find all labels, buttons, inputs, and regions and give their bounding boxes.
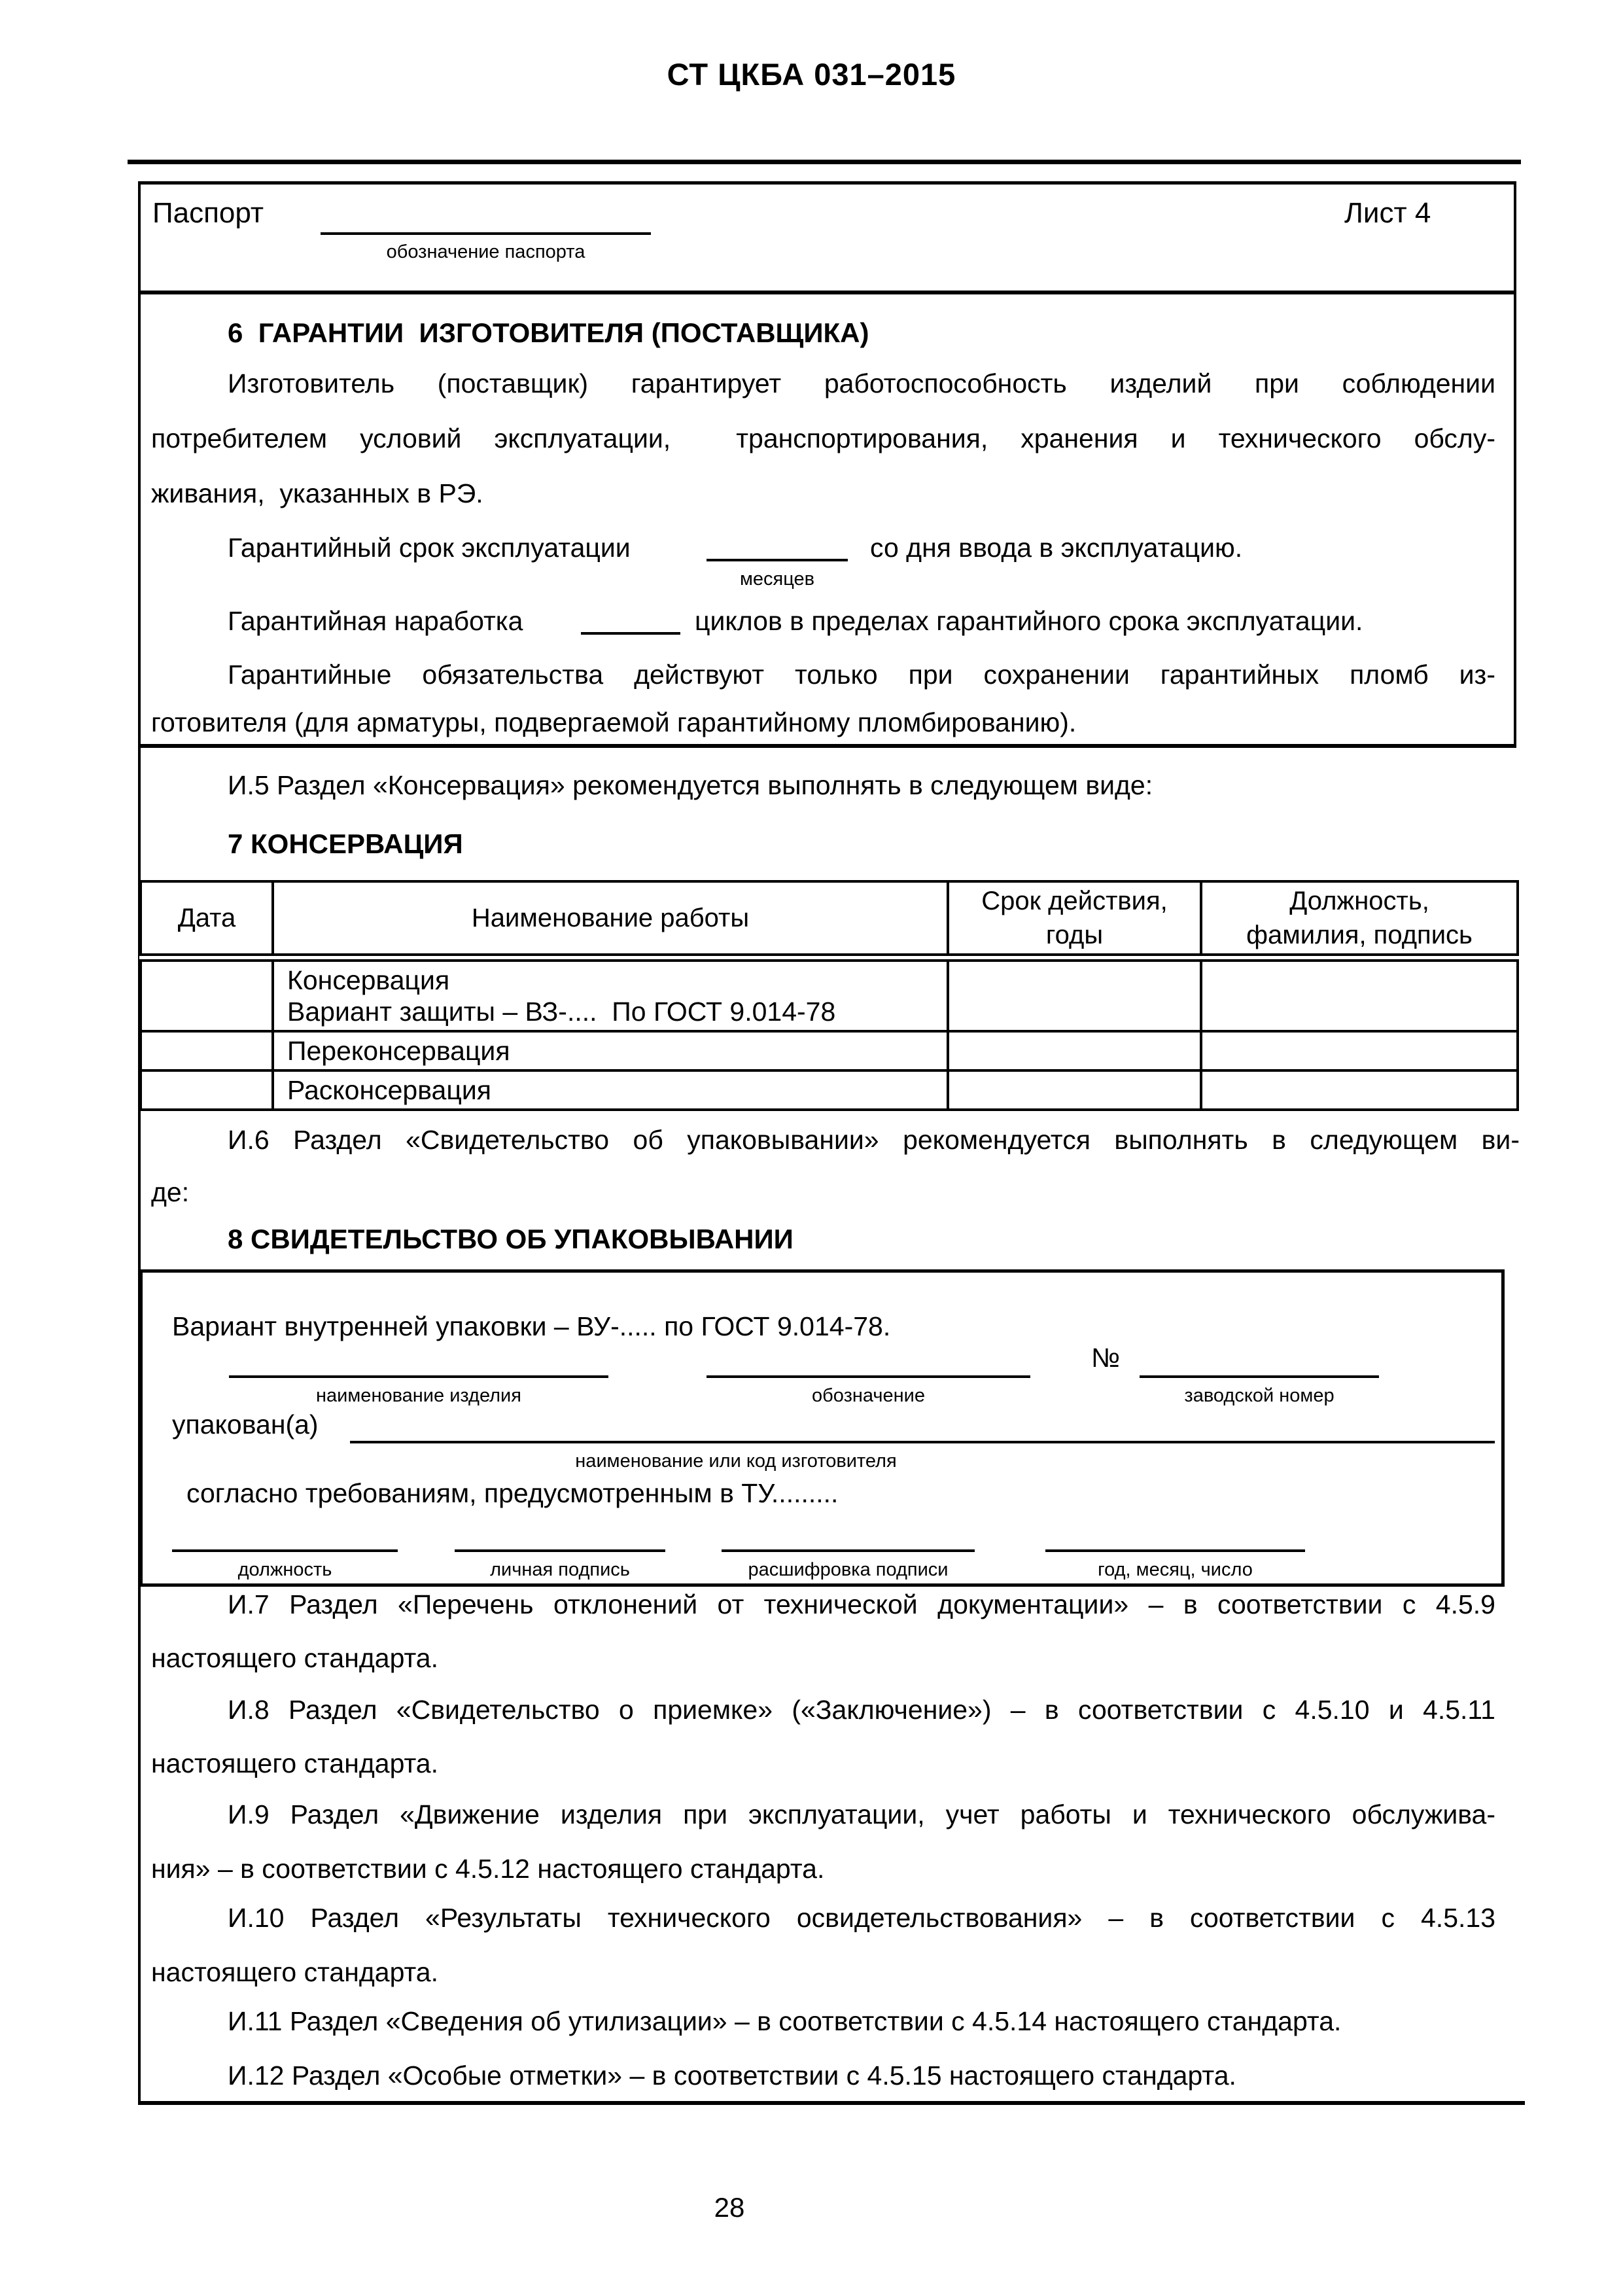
passport-designation-caption: обозначение паспорта xyxy=(386,241,585,262)
according-requirements-line: согласно требованиям, предусмотренным в ТУ......... xyxy=(186,1478,839,1508)
warranty-section-heading: 6 ГАРАНТИИ ИЗГОТОВИТЕЛЯ (ПОСТАВЩИКА) xyxy=(228,317,869,348)
serial-number-blank xyxy=(1140,1375,1379,1378)
designation-blank xyxy=(707,1375,1030,1378)
para-i11-line1: И.11 Раздел «Сведения об утилизации» – в соответствии с 4.5.14 настоящего стандарта. xyxy=(228,2006,1342,2036)
packing-variant-line: Вариант внутренней упаковки – ВУ-..... по ГОСТ 9.014-78. xyxy=(172,1311,891,1341)
packing-number-sign: № xyxy=(1091,1343,1120,1373)
cell-duty xyxy=(1201,957,1518,1031)
column-header-work: Наименование работы xyxy=(273,881,948,957)
signature-decipher-blank xyxy=(722,1549,975,1552)
page-number: 28 xyxy=(714,2192,745,2223)
note-i6-line1: И.6 Раздел «Свидетельство об упаковывании» рекомендуется выполнять в следующем ви- xyxy=(228,1125,1520,1155)
warranty-term-unit-caption: месяцев xyxy=(739,569,815,590)
note-i5: И.5 Раздел «Консервация» рекомендуется выполнять в следующем виде: xyxy=(228,770,1153,800)
para-i9-line1: И.9 Раздел «Движение изделия при эксплуатации, учет работы и технического обслужива- xyxy=(228,1799,1495,1829)
header-rule xyxy=(128,160,1521,164)
standard-reference-title: СТ ЦКБА 031–2015 xyxy=(667,57,956,92)
table-header-row xyxy=(141,881,1518,957)
para-i10-line1: И.10 Раздел «Результаты технического освидетельствования» – в соответствии с 4.5.13 xyxy=(228,1903,1495,1933)
para-i12-line1: И.12 Раздел «Особые отметки» – в соответствии с 4.5.15 настоящего стандарта. xyxy=(228,2060,1236,2091)
signature-caption: личная подпись xyxy=(490,1559,630,1580)
note-i6-line2: де: xyxy=(151,1177,190,1207)
warranty-operating-blank xyxy=(581,632,680,635)
serial-number-caption: заводской номер xyxy=(1184,1385,1335,1406)
table-row xyxy=(141,1031,1518,1070)
warranty-term-blank xyxy=(707,559,848,561)
position-caption: должность xyxy=(237,1559,332,1580)
para-i8-line2: настоящего стандарта. xyxy=(151,1748,438,1778)
position-blank xyxy=(172,1549,398,1552)
warranty-paragraph-line: готовителя (для арматуры, подвергаемой гарантийному пломбированию). xyxy=(151,707,1077,737)
cell-duty xyxy=(1201,1031,1518,1070)
product-name-blank xyxy=(229,1375,608,1378)
manufacturer-blank xyxy=(350,1441,1495,1443)
passport-designation-blank xyxy=(321,232,651,235)
manufacturer-caption: наименование или код изготовителя xyxy=(575,1451,897,1472)
table-row xyxy=(141,957,1518,1031)
para-i10-line2: настоящего стандарта. xyxy=(151,1957,438,1987)
passport-label: Паспорт xyxy=(152,197,264,229)
warranty-paragraph-line: Изготовитель (поставщик) гарантирует работоспособность изделий при соблюдении xyxy=(228,368,1495,398)
cell-work: Консервация Вариант защиты – ВЗ-.... По ГОСТ 9.014-78 xyxy=(273,957,948,1031)
product-name-caption: наименование изделия xyxy=(316,1385,521,1406)
cell-duty xyxy=(1201,1070,1518,1110)
packing-heading: 8 СВИДЕТЕЛЬСТВО ОБ УПАКОВЫВАНИИ xyxy=(228,1224,794,1254)
para-i7-line1: И.7 Раздел «Перечень отклонений от технической документации» – в соответствии с 4.5.9 xyxy=(228,1589,1495,1619)
column-header-date: Дата xyxy=(141,881,273,957)
warranty-paragraph-line: потребителем условий эксплуатации, транспортирования, хранения и технического обслу- xyxy=(151,423,1495,453)
para-i8-line1: И.8 Раздел «Свидетельство о приемке» («Заключение») – в соответствии с 4.5.10 и 4.5.11 xyxy=(228,1695,1495,1725)
cell-date xyxy=(141,957,273,1031)
warranty-operating-suffix: циклов в пределах гарантийного срока эксплуатации. xyxy=(695,606,1363,636)
column-header-duty: Должность, фамилия, подпись xyxy=(1201,881,1518,957)
warranty-paragraph-line: живания, указанных в РЭ. xyxy=(151,478,483,508)
conservation-table xyxy=(139,880,1519,1111)
warranty-operating-prefix: Гарантийная наработка xyxy=(228,606,523,636)
date-caption: год, месяц, число xyxy=(1098,1559,1253,1580)
table-row xyxy=(141,1070,1518,1110)
cell-term xyxy=(948,1070,1201,1110)
packed-label: упакован(а) xyxy=(172,1409,319,1439)
signature-blank xyxy=(455,1549,665,1552)
page-frame-bottom-border xyxy=(138,2101,1525,2105)
cell-work: Расконсервация xyxy=(273,1070,948,1110)
cell-term xyxy=(948,1031,1201,1070)
designation-caption: обозначение xyxy=(812,1385,925,1406)
passport-box xyxy=(139,181,1516,294)
warranty-term-suffix: со дня ввода в эксплуатацию. xyxy=(870,533,1243,563)
warranty-paragraph-line: Гарантийные обязательства действуют только при сохранении гарантийных пломб из- xyxy=(228,660,1495,690)
cell-date xyxy=(141,1070,273,1110)
cell-date xyxy=(141,1031,273,1070)
para-i9-line2: ния» – в соответствии с 4.5.12 настоящего стандарта. xyxy=(151,1854,825,1884)
para-i7-line2: настоящего стандарта. xyxy=(151,1643,438,1673)
date-blank xyxy=(1045,1549,1305,1552)
column-header-term: Срок действия, годы xyxy=(948,881,1201,957)
warranty-term-prefix: Гарантийный срок эксплуатации xyxy=(228,533,631,563)
sheet-number-label: Лист 4 xyxy=(1344,197,1431,229)
conservation-heading: 7 КОНСЕРВАЦИЯ xyxy=(228,828,463,859)
cell-term xyxy=(948,957,1201,1031)
cell-work: Переконсервация xyxy=(273,1031,948,1070)
signature-decipher-caption: расшифровка подписи xyxy=(748,1559,949,1580)
